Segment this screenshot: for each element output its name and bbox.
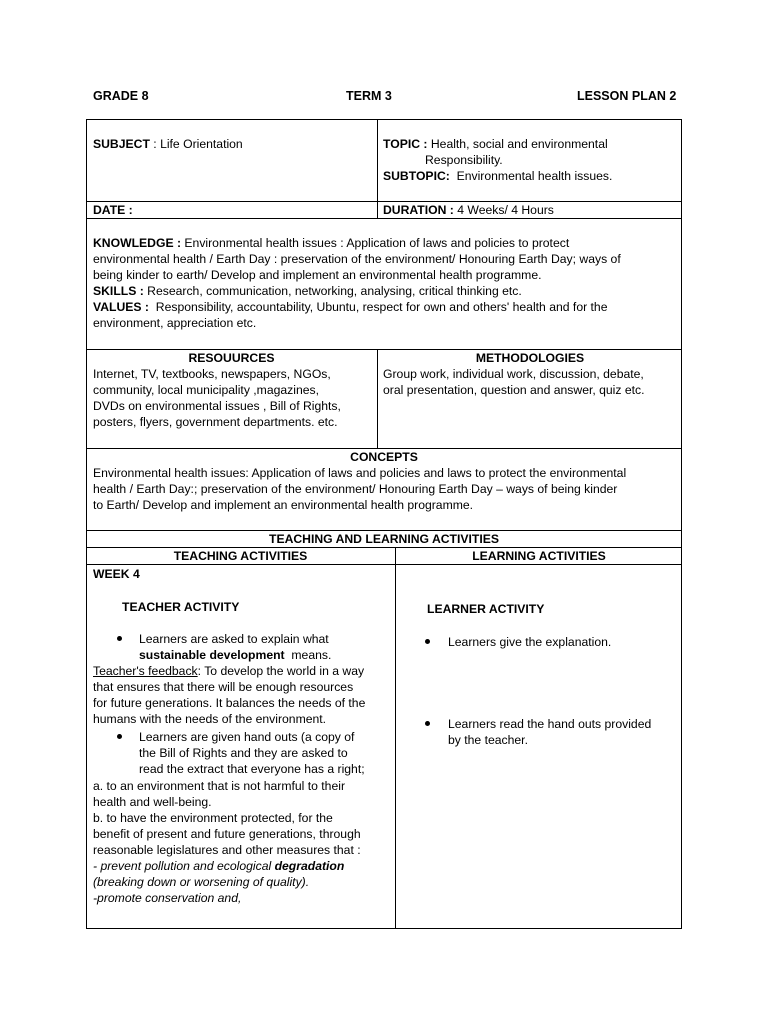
lesson-plan-label: LESSON PLAN 2 [577,89,677,103]
feedback-line: : To develop the world in a way [197,664,365,678]
subtopic-value: Environmental health issues. [456,169,613,183]
rights-line: health and well-being. [93,795,212,809]
duration-label: DURATION : [383,203,454,217]
bullet-icon [425,721,430,726]
teaching-heading [86,548,395,564]
resources-list [93,366,341,430]
knowledge-line: being kinder to earth/ Develop and implement an environmental health programme. [93,268,542,282]
concepts-heading-text: CONCEPTS [350,450,418,464]
teacher-activity-heading [122,599,239,615]
topic-line1: Health, social and environmental [430,137,608,151]
rights-line: a. to an environment that is not harmful to their [93,779,346,793]
subject-cell: SUBJECT : Life Orientation [93,137,243,151]
divider [395,547,396,929]
activities-heading [86,531,682,547]
rights-line: benefit of present and future generations, through [93,827,361,841]
methodologies-line: oral presentation, question and answer, quiz etc. [383,383,645,397]
methodologies-line: Group work, individual work, discussion, debate, [383,367,644,381]
teacher-bullet-1-end: means. [291,648,332,662]
learner-bullet-2-line: Learners read the hand outs provided [448,717,652,731]
resources-heading-text: RESOUURCES [188,351,275,365]
rights-line: reasonable legislatures and other measures that : [93,843,361,857]
term-label: TERM 3 [346,89,392,103]
methodologies-list [383,366,645,398]
learning-heading-text: LEARNING ACTIVITIES [472,549,606,563]
skills-label: SKILLS : [93,284,144,298]
learner-activity-text: LEARNER ACTIVITY [427,602,545,616]
duration-value: 4 Weeks/ 4 Hours [457,203,554,217]
teacher-bullet-2-line: the Bill of Rights and they are asked to [139,746,348,760]
methodologies-heading [378,350,682,366]
values-line1: Responsibility, accountability, Ubuntu, respect for own and others' health and for the [155,300,608,314]
methodologies-heading-text: METHODOLOGIES [475,351,585,365]
grade-label: GRADE 8 [93,89,149,103]
teaching-heading-text: TEACHING ACTIVITIES [173,549,308,563]
teacher-bullet-2-line: Learners are given hand outs (a copy of [139,730,355,744]
knowledge-line: environmental health / Earth Day : preservation of the environment/ Honouring Earth Day; ways of [93,252,621,266]
subtopic-label: SUBTOPIC: [383,169,450,183]
subject-label: SUBJECT [93,137,150,151]
values-line2: environment, appreciation etc. [93,316,257,330]
divider [377,119,378,218]
concepts-line: health / Earth Day:; preservation of the environment/ Honouring Earth Day – ways of being kinder [93,482,618,496]
week-label-text: WEEK 4 [93,567,140,581]
resources-line: posters, flyers, government departments. etc. [93,415,338,429]
learner-bullet-2 [448,716,651,748]
resources-heading [86,350,377,366]
values-label: VALUES : [93,300,149,314]
subject-value: Life Orientation [160,137,243,151]
rights-text [93,778,361,906]
feedback-line: for future generations. It balances the needs of the [93,696,366,710]
teacher-bullet-2-line: read the extract that everyone has a right; [139,762,365,776]
duration-cell [383,202,554,218]
week-label [93,566,140,582]
topic-cell [383,136,612,184]
learning-heading [396,548,682,564]
knowledge-label: KNOWLEDGE : [93,236,182,250]
teacher-bullet-2 [139,729,365,777]
divider [86,218,682,219]
resources-line: DVDs on environmental issues , Bill of Rights, [93,399,341,413]
italic-bold: degradation [274,859,345,873]
feedback-line: humans with the needs of the environment. [93,712,327,726]
concepts-heading [86,449,682,465]
activities-heading-text: TEACHING AND LEARNING ACTIVITIES [269,532,499,546]
skills-value: Research, communication, networking, analysing, critical thinking etc. [147,284,522,298]
italic-line: - prevent pollution and ecological [93,859,275,873]
teacher-bullet-1 [139,631,331,663]
resources-line: community, local municipality ,magazines, [93,383,320,397]
topic-line2: Responsibility. [425,153,503,167]
divider [86,564,682,565]
bullet-icon [117,636,122,641]
teacher-activity-text: TEACHER ACTIVITY [122,600,240,614]
teacher-feedback [93,663,365,727]
date-cell [93,202,133,218]
topic-label: TOPIC : [383,137,428,151]
learner-activity-heading [427,601,544,617]
italic-line: (breaking down or worsening of quality). [93,875,310,889]
teacher-bullet-1-bold: sustainable development [139,648,285,662]
date-label: DATE : [93,203,133,217]
feedback-line: that ensures that there will be enough resources [93,680,354,694]
rights-line: b. to have the environment protected, for the [93,811,333,825]
concepts-line: to Earth/ Develop and implement an environmental health programme. [93,498,474,512]
feedback-label: Teacher's feedback [93,664,198,678]
knowledge-block [93,235,678,331]
learner-bullet-1: Learners give the explanation. [448,635,612,649]
knowledge-line: Environmental health issues : Application of laws and policies to protect [184,236,570,250]
concepts-body [93,465,678,513]
bullet-icon [425,639,430,644]
resources-line: Internet, TV, textbooks, newspapers, NGOs, [93,367,331,381]
learner-bullet-2-line: by the teacher. [448,733,528,747]
italic-line: -promote conservation and, [93,891,242,905]
bullet-icon [117,734,122,739]
teacher-bullet-1-line: Learners are asked to explain what [139,632,329,646]
concepts-line: Environmental health issues: Application of laws and policies and laws to protect the environmental [93,466,627,480]
